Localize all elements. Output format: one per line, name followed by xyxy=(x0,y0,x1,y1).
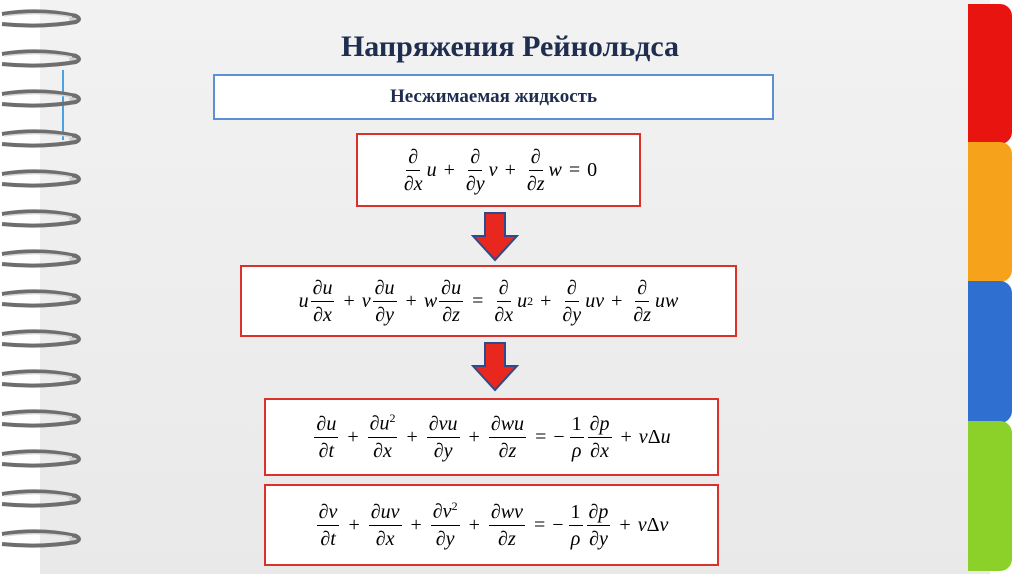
spiral-ring xyxy=(2,491,79,505)
subtitle-box xyxy=(213,74,774,120)
u-momentum-equation: $\frac{\partial u}{\partial t}$ + $\frac{\partial u^2}{\partial x}$ + $\frac{\partial vu}{\partial y}$ + $\frac{\partial wu}{\partial z}$ = − $\frac{1}{\rho}$ $\frac{\partial p}{\partial x}$ + ν Δ u xyxy=(264,398,719,476)
spiral-ring xyxy=(2,91,79,105)
spiral-ring xyxy=(2,331,79,345)
subtitle-text: Несжимаемая жидкость xyxy=(389,86,598,107)
spiral-ring xyxy=(2,131,79,145)
fraction: $\frac{\partial u}{\partial y}$ xyxy=(374,276,395,326)
fraction: $\frac{\partial wu}{\partial z}$ xyxy=(490,412,525,462)
fraction: $\frac{\partial}{\partial x}$ xyxy=(403,145,423,195)
v-momentum-equation: $\frac{\partial v}{\partial t}$ + $\frac{\partial uv}{\partial x}$ + $\frac{\partial v^2}{\partial y}$ + $\frac{\partial wv}{\partial z}$ = − $\frac{1}{\rho}$ $\frac{\partial p}{\partial y}$ + ν Δ v xyxy=(264,484,719,566)
spiral-ring xyxy=(2,451,79,465)
spiral-ring xyxy=(2,51,79,65)
fraction: $\frac{\partial}{\partial x}$ xyxy=(494,276,514,326)
spiral-ring xyxy=(2,11,79,25)
down-arrow-icon xyxy=(471,342,519,392)
spiral-binding xyxy=(0,0,100,574)
spiral-ring xyxy=(2,411,79,425)
fraction: $\frac{\partial uv}{\partial x}$ xyxy=(370,500,400,550)
spiral-ring xyxy=(2,251,79,265)
fraction: $\frac{\partial}{\partial z}$ xyxy=(633,276,652,326)
fraction: $\frac{\partial p}{\partial y}$ xyxy=(588,500,609,550)
fraction: $\frac{\partial}{\partial y}$ xyxy=(465,145,485,195)
fraction: $\frac{\partial v^2}{\partial y}$ xyxy=(432,499,458,550)
spiral-ring xyxy=(2,531,79,545)
colored-tabs xyxy=(968,0,1024,574)
spiral-ring xyxy=(2,211,79,225)
tab-red[interactable] xyxy=(968,4,1012,144)
continuity-equation: $\frac{\partial}{\partial x}$ u + $\frac{\partial}{\partial y}$ v + $\frac{\partial}{\partial z}$ w = 0 xyxy=(356,133,641,207)
tab-orange[interactable] xyxy=(968,142,1012,282)
fraction: $\frac{\partial}{\partial y}$ xyxy=(562,276,582,326)
fraction: $\frac{\partial wv}{\partial z}$ xyxy=(490,500,523,550)
fraction: $\frac{\partial v}{\partial t}$ xyxy=(318,500,338,550)
fraction: $\frac{\partial}{\partial z}$ xyxy=(526,145,545,195)
fraction: $\frac{\partial u}{\partial z}$ xyxy=(441,276,462,326)
fraction: $\frac{\partial u}{\partial t}$ xyxy=(316,412,337,462)
spiral-ring xyxy=(2,291,79,305)
spiral-ring xyxy=(2,371,79,385)
fraction: $\frac{1}{\rho}$ xyxy=(570,500,581,550)
tab-blue[interactable] xyxy=(968,281,1012,423)
spiral-ring xyxy=(2,171,79,185)
down-arrow-icon xyxy=(471,212,519,262)
fraction: $\frac{\partial u^2}{\partial x}$ xyxy=(369,411,396,462)
fraction: $\frac{\partial p}{\partial x}$ xyxy=(589,412,610,462)
fraction: $\frac{1}{\rho}$ xyxy=(571,412,582,462)
fraction: $\frac{\partial vu}{\partial y}$ xyxy=(428,412,458,462)
tab-green[interactable] xyxy=(968,421,1012,571)
page-title: Напряжения Рейнольдса xyxy=(340,30,680,63)
convective-equation: u $\frac{\partial u}{\partial x}$ + v $\frac{\partial u}{\partial y}$ + w $\frac{\partial u}{\partial z}$ = $\frac{\partial}{\partial x}$ u 2 + $\frac{\partial}{\partial y}$ uv + $\frac{\partial}{\partial z}$ uw xyxy=(240,265,737,337)
fraction: $\frac{\partial u}{\partial x}$ xyxy=(312,276,333,326)
